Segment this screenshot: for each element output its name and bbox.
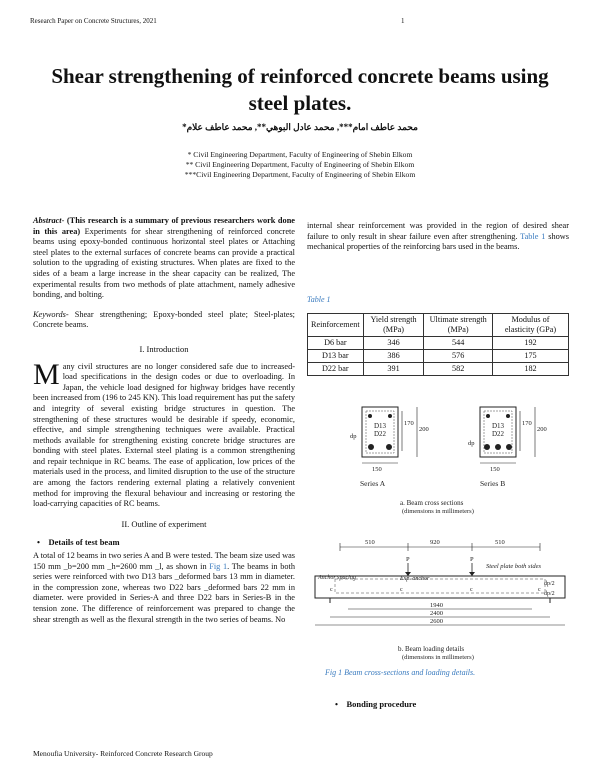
table-cell: 182 [492, 363, 568, 376]
dim-dp-b: dp [468, 440, 475, 447]
dim-170-b: 170 [522, 420, 532, 427]
rebar-icon [386, 444, 392, 450]
steel-plate-label: Steel plate both sides [486, 563, 542, 570]
table-cell: 192 [492, 337, 568, 350]
table1-link[interactable]: Table 1 [520, 231, 546, 241]
load-p-left: P [406, 556, 410, 563]
affiliation-2: ** Civil Engineering Department, Faculty of Engineering of Shebin Elkom [185, 160, 415, 169]
section-heading-outline: II. Outline of experiment [121, 518, 207, 529]
keywords: Keywords- Shear strengthening; Epoxy-bonded steel plate; Steel-plates; Concrete beams. [33, 309, 295, 330]
label-c: c [470, 587, 473, 593]
dim-200-a: 200 [419, 426, 429, 433]
table-cell: D13 bar [308, 350, 364, 363]
running-header: Research Paper on Concrete Structures, 2021 [30, 17, 157, 25]
dim-150-b: 150 [490, 466, 500, 473]
table-cell: 386 [363, 350, 424, 363]
rebar-icon [506, 444, 512, 450]
abstract: Abstract- (This research is a summary of previous researchers work done in this area) Experiments for shear strengthening of reinforced concrete beams using epoxy-bonded continuous horizontal steel plates or Attaching steel plates to the external surfaces of concrete beams can provide a practical solution to the upgrading of existing structures. When plates are fixed to the sides of a beam a large increase in the shear capacity can be realized, The experimental results from two methods of plate attachment, namely adhesive bonding, and bolting. [33, 216, 295, 300]
bullet-icon: • [335, 699, 347, 709]
steel-plate [335, 579, 545, 593]
introduction-text: Many civil structures are no longer considered safe due to increased-load specifications in the design codes or due to overloading. In Japan, the vehicle load designed for highway bridges have recently been increased from (196 to 245 KN). This load requirement has put the safety and integrity of several existing bridge structures in question. The strengthening of these structures would be desirable if speedy, economic, effective, and simple strengthening techniques were available. Practical methods available for strengthening existing concrete bridge structures are bonding with steel plates. External steel plating is a common strengthening and repair technique in RC beams. The ease of application, low prices of the materials used in the process, and limited disruption to the use of the structure are among the factors rendering external plating a relatively convenient method for improving the flexural behaviour and increasing or restoring the load-carrying capacities of RC beams. [33, 357, 295, 509]
properties-table [307, 313, 569, 376]
table-cell: D22 bar [308, 363, 364, 376]
table-cell: 582 [424, 363, 493, 376]
label-c: c [538, 587, 541, 593]
figure-caption: Fig 1 Beam cross-sections and loading details. [325, 668, 476, 677]
caption-a: a. Beam cross sections [400, 499, 464, 507]
rebar-icon [495, 444, 501, 450]
rebar-icon [484, 444, 490, 450]
table-header: Yield strength (MPa) [363, 314, 424, 337]
label-c: c [400, 587, 403, 593]
dim-dp2-bottom: dp/2 [544, 591, 555, 597]
series-a-label: Series A [360, 479, 386, 488]
caption-b-sub: (dimensions in millimeters) [402, 654, 474, 661]
right-column-text: internal shear reinforcement was provided in the region of desired shear failure to only result in shear failure even after strengthening. Table 1 shows mechanical properties of the reinforcing bars used in the beams. [307, 221, 569, 252]
dim-510-left: 510 [365, 539, 375, 546]
label-c: c [330, 587, 333, 593]
label-d13-b: D13 [492, 422, 505, 430]
test-beam-text: A total of 12 beams in two series A and B were tested. The beam size used was 150 mm _b=200 mm _h=2600 mm _l, as shown in Fig 1. The beams in both series were reinforced with two D13 bars _deformed bars 13 mm in diameter. in the compression zone, whereas two D22 bars _deformed bars 22 mm in diameter. were provided in Series-A and three D22 bars in Series-B in the tension zone. The difference of reinforcement was prepared to change the shear strength as well as the flexural strength in the two series of beams. No [33, 551, 295, 624]
label-d22-b: D22 [492, 430, 505, 438]
table-header: Reinforcement [308, 314, 364, 337]
dim-2600: 2600 [430, 618, 443, 625]
table-cell: 391 [363, 363, 424, 376]
table-cell: 576 [424, 350, 493, 363]
table-cell: 346 [363, 337, 424, 350]
subheading-test-beam: • Details of test beam [37, 537, 120, 548]
load-p-right: P [470, 556, 474, 563]
exp-anchor-label: Exp. anchor [400, 576, 430, 582]
rebar-icon [506, 414, 510, 418]
caption-a-sub: (dimensions in millimeters) [402, 508, 474, 515]
table-cell: 175 [492, 350, 568, 363]
label-d22-a: D22 [374, 430, 387, 438]
dim-150-a: 150 [372, 466, 382, 473]
table-header: Modulus of elasticity (GPa) [492, 314, 568, 337]
table-row [308, 363, 569, 376]
beam-figure [310, 395, 572, 665]
table-row [308, 337, 569, 350]
drop-cap: M [33, 357, 60, 391]
fig1-link[interactable]: Fig 1 [209, 561, 228, 571]
paper-title: Shear strengthening of reinforced concrete beams using steel plates. [51, 64, 549, 115]
affiliation-1: * Civil Engineering Department, Faculty of Engineering of Shebin Elkom [187, 150, 413, 159]
dim-1940: 1940 [430, 602, 443, 609]
table-row [308, 350, 569, 363]
dim-2400: 2400 [430, 610, 443, 617]
table-cell: 544 [424, 337, 493, 350]
dim-dp2-top: dp/2 [544, 581, 555, 587]
page-number: 1 [401, 17, 405, 25]
rebar-icon [388, 414, 392, 418]
rebar-icon [368, 444, 374, 450]
dim-200-b: 200 [537, 426, 547, 433]
table-header: Ultimate strength (MPa) [424, 314, 493, 337]
rebar-icon [368, 414, 372, 418]
footer: Menoufia University- Reinforced Concrete Research Group [33, 749, 213, 758]
table-cell: D6 bar [308, 337, 364, 350]
dim-920: 920 [430, 539, 440, 546]
label-d13-a: D13 [374, 422, 387, 430]
dim-dp-a: dp [350, 433, 357, 440]
dim-510-right: 510 [495, 539, 505, 546]
authors: محمد عاطف امام***, محمد عادل البوهي**, محمد عاطف علام* [182, 122, 418, 132]
affiliation-3: ***Civil Engineering Department, Faculty of Engineering of Shebin Elkom [184, 170, 416, 179]
series-b-label: Series B [480, 479, 506, 488]
subheading-bonding: • Bonding procedure [335, 699, 417, 709]
dim-170-a: 170 [404, 420, 414, 427]
caption-b: b. Beam loading details [398, 645, 465, 653]
left-column [33, 216, 295, 625]
table-header-row [308, 314, 569, 337]
load-arrow-icon [469, 572, 475, 576]
rebar-icon [486, 414, 490, 418]
bullet-icon: • [37, 537, 49, 548]
table-caption: Table 1 [307, 295, 331, 304]
anchor-spacing-label: Anchor spacing [318, 575, 356, 581]
section-heading-introduction: I. Introduction [139, 343, 189, 354]
